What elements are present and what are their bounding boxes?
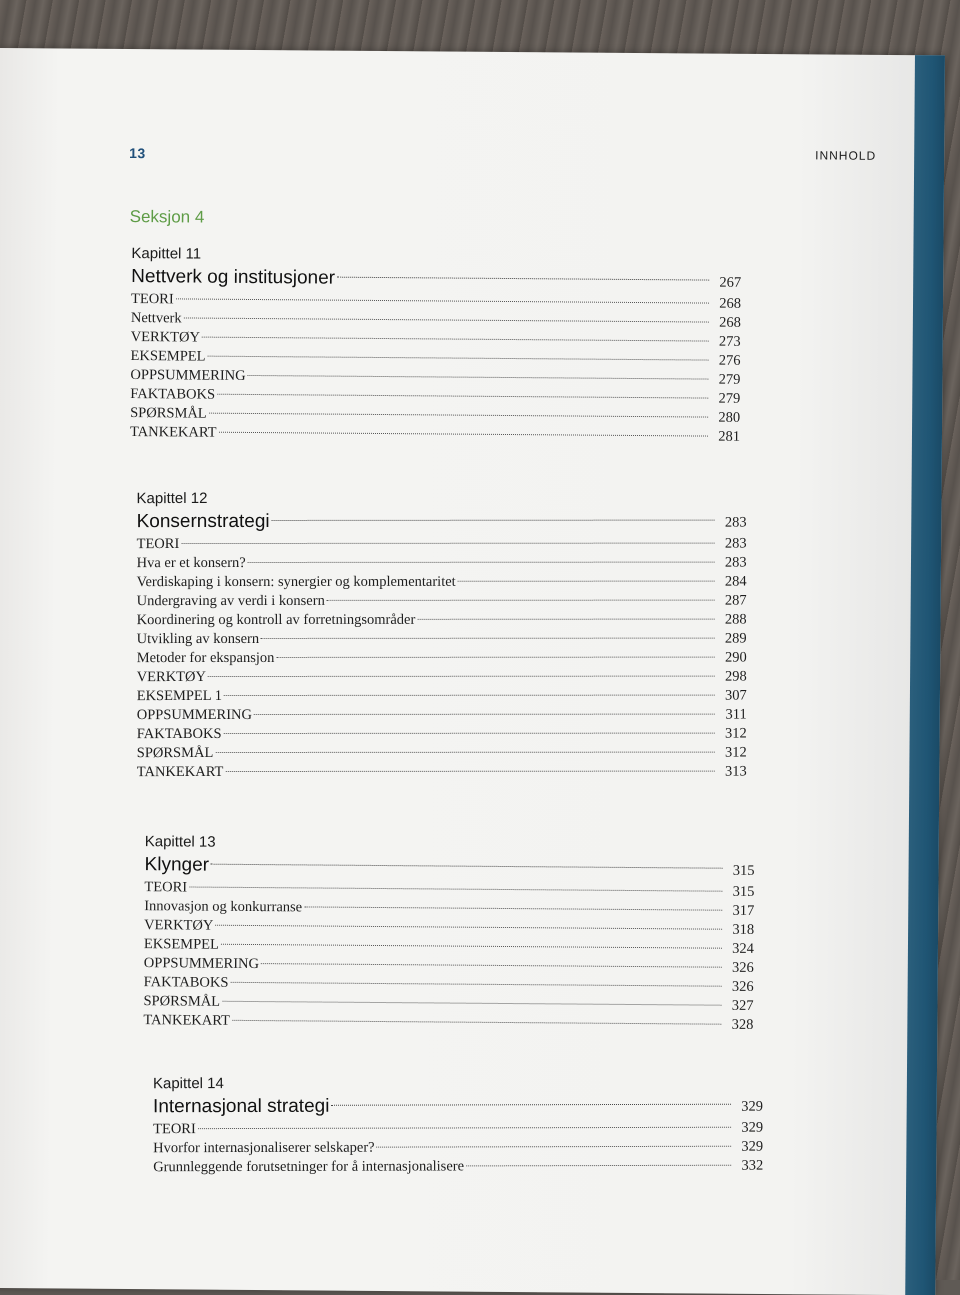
page-ref: 268 xyxy=(719,314,741,331)
running-head: INNHOLD xyxy=(815,148,877,163)
page-ref: 279 xyxy=(718,371,741,388)
dot-leader xyxy=(189,887,722,892)
page-ref: 315 xyxy=(732,862,755,879)
toc-entry[interactable] xyxy=(137,630,747,650)
page-ref: 289 xyxy=(724,630,747,647)
page-ref: 324 xyxy=(732,940,755,957)
dot-leader xyxy=(466,1165,731,1167)
dot-leader xyxy=(276,657,714,658)
dot-leader xyxy=(248,562,715,563)
toc-entry[interactable] xyxy=(137,592,747,612)
toc-entry[interactable] xyxy=(137,611,747,631)
dot-leader xyxy=(215,925,722,930)
page-ref: 327 xyxy=(731,997,754,1014)
page-ref: 315 xyxy=(732,883,755,900)
toc-entry[interactable] xyxy=(137,554,747,574)
dot-leader xyxy=(337,277,709,281)
toc-entry[interactable] xyxy=(143,1011,753,1035)
chapter-block xyxy=(137,489,747,783)
dot-leader xyxy=(224,733,715,734)
page-ref: 281 xyxy=(718,428,741,445)
page-ref: 332 xyxy=(741,1157,764,1174)
chapter-title-line[interactable] xyxy=(153,1093,763,1121)
page-ref: 326 xyxy=(731,978,754,995)
toc-entry-text: FAKTABOKS xyxy=(130,386,216,403)
toc-entry-text: Hva er et konsern? xyxy=(136,554,246,572)
dot-leader xyxy=(224,695,715,696)
dot-leader xyxy=(232,1020,721,1025)
dot-leader xyxy=(181,543,714,544)
page-ref: 288 xyxy=(724,611,747,628)
dot-leader xyxy=(198,1127,731,1129)
page-ref: 317 xyxy=(732,902,755,919)
toc-entry[interactable] xyxy=(153,1157,763,1178)
book-page xyxy=(0,48,945,1295)
toc-entry-text: OPPSUMMERING xyxy=(130,367,246,384)
toc-entry-text: TEORI xyxy=(153,1121,196,1138)
toc-entry[interactable] xyxy=(137,744,747,764)
dot-leader xyxy=(458,581,715,582)
dot-leader xyxy=(272,520,715,521)
page-ref: 268 xyxy=(719,295,742,312)
toc-entry[interactable] xyxy=(137,573,747,593)
page-ref: 329 xyxy=(741,1119,764,1136)
toc-entry[interactable] xyxy=(153,1138,763,1159)
chapter-title-line[interactable] xyxy=(131,264,741,295)
page-ref: 280 xyxy=(718,409,741,426)
dot-leader xyxy=(225,771,714,772)
page-ref: 312 xyxy=(724,725,747,742)
chapter-label: Kapittel 12 xyxy=(136,490,208,508)
dot-leader xyxy=(417,619,714,620)
page-ref: 284 xyxy=(724,573,747,590)
toc-entry-text: Utvikling av konsern xyxy=(136,630,260,648)
toc-entry[interactable] xyxy=(137,668,747,688)
chapter-title: Konsernstrategi xyxy=(136,510,270,533)
toc-entry[interactable] xyxy=(137,706,747,726)
chapter-label: Kapittel 14 xyxy=(152,1075,224,1093)
toc-entry[interactable] xyxy=(137,649,747,669)
page-ref: 328 xyxy=(731,1016,754,1033)
page-ref: 311 xyxy=(725,706,747,723)
dot-leader xyxy=(211,864,723,869)
page-ref: 290 xyxy=(724,649,747,666)
chapter-label: Kapittel 11 xyxy=(131,245,202,263)
chapter-block xyxy=(143,832,755,1035)
page-ref: 279 xyxy=(718,390,741,407)
toc-entry-text: Metoder for ekspansjon xyxy=(136,649,275,667)
toc-entry-text: FAKTABOKS xyxy=(143,974,229,991)
toc-entry-text: SPØRSMÅL xyxy=(136,745,214,762)
dot-leader xyxy=(377,1146,732,1148)
chapter-label: Kapittel 13 xyxy=(144,833,216,851)
toc-entry-text: VERKTØY xyxy=(130,329,201,346)
dot-leader xyxy=(304,906,722,910)
dot-leader xyxy=(219,432,708,437)
toc-entry-text: Koordinering og kontroll av forretningsområder xyxy=(136,611,416,629)
page-ref: 329 xyxy=(741,1098,764,1115)
toc-entry[interactable] xyxy=(137,687,747,707)
page-number: 13 xyxy=(129,145,146,162)
toc-entry-text: SPØRSMÅL xyxy=(130,405,207,422)
page-ref: 318 xyxy=(732,921,755,938)
dot-leader xyxy=(215,752,714,753)
dot-leader xyxy=(221,944,722,949)
dot-leader xyxy=(230,982,721,987)
toc-entry-text: OPPSUMMERING xyxy=(143,955,260,973)
dot-leader xyxy=(217,394,708,399)
dot-leader xyxy=(202,337,709,342)
toc-entry-text: Grunnleggende forutsetninger for å internasjonalisere xyxy=(153,1158,465,1176)
toc-entry-text: TEORI xyxy=(144,879,188,896)
toc-entry-text: VERKTØY xyxy=(144,917,214,934)
toc-entry-text: TANKEKART xyxy=(136,764,224,781)
dot-leader xyxy=(261,638,715,639)
chapter-title: Klynger xyxy=(144,854,210,876)
toc-entry-text: Hvorfor internasjonaliserer selskaper? xyxy=(153,1139,375,1157)
section-label: Seksjon 4 xyxy=(129,207,205,227)
toc-entry[interactable] xyxy=(153,1119,763,1140)
toc-entry-text: TANKEKART xyxy=(143,1012,231,1029)
page-ref: 307 xyxy=(724,687,747,704)
page-ref: 276 xyxy=(718,352,741,369)
toc-entry-text: Verdiskaping i konsern: synergier og komplementaritet xyxy=(136,573,456,591)
dot-leader xyxy=(331,1104,731,1106)
toc-entry-text: FAKTABOKS xyxy=(136,726,222,743)
page-ref: 283 xyxy=(724,554,747,571)
toc-entry-text: Innovasjon og konkurranse xyxy=(144,898,303,916)
chapter-title: Nettverk og institusjoner xyxy=(131,266,336,289)
toc-entry-text: Undergraving av verdi i konsern xyxy=(136,592,325,610)
dot-leader xyxy=(176,298,709,303)
dot-leader xyxy=(222,1001,721,1006)
page-ref: 298 xyxy=(724,668,747,685)
dot-leader xyxy=(209,413,708,418)
chapter-title-line[interactable] xyxy=(137,509,747,536)
dot-leader xyxy=(208,356,709,361)
toc-content xyxy=(0,48,915,1295)
chapter-block xyxy=(153,1073,763,1178)
dot-leader xyxy=(254,714,715,715)
dot-leader xyxy=(327,600,715,601)
toc-entry-text: EKSEMPEL 1 xyxy=(136,688,222,705)
toc-entry-text: VERKTØY xyxy=(136,669,206,686)
toc-entry-text: TEORI xyxy=(136,536,180,553)
toc-entry[interactable] xyxy=(137,535,747,555)
toc-entry-text: SPØRSMÅL xyxy=(143,993,221,1010)
page-ref: 267 xyxy=(719,274,742,291)
page-ref: 326 xyxy=(731,959,754,976)
toc-entry[interactable] xyxy=(130,423,740,447)
page-ref: 287 xyxy=(724,592,747,609)
page-ref: 329 xyxy=(741,1138,764,1155)
chapter-block xyxy=(130,244,742,447)
dot-leader xyxy=(248,375,709,380)
dot-leader xyxy=(208,676,715,677)
toc-entry-text: EKSEMPEL xyxy=(130,348,206,365)
toc-entry-text: TANKEKART xyxy=(129,424,217,441)
toc-entry-text: Nettverk xyxy=(130,310,182,327)
dot-leader xyxy=(261,963,722,968)
toc-entry-text: EKSEMPEL xyxy=(143,936,219,953)
toc-entry[interactable] xyxy=(137,725,747,745)
toc-entry-text: OPPSUMMERING xyxy=(136,706,252,724)
page-ref: 273 xyxy=(718,333,741,350)
page-ref: 283 xyxy=(724,535,747,552)
toc-entry[interactable] xyxy=(137,763,747,783)
page-ref: 313 xyxy=(725,763,747,780)
toc-entry-text: TEORI xyxy=(130,291,174,308)
page-ref: 283 xyxy=(724,514,747,531)
dot-leader xyxy=(184,317,709,322)
page-ref: 312 xyxy=(725,744,747,761)
chapter-title: Internasjonal strategi xyxy=(153,1095,330,1118)
